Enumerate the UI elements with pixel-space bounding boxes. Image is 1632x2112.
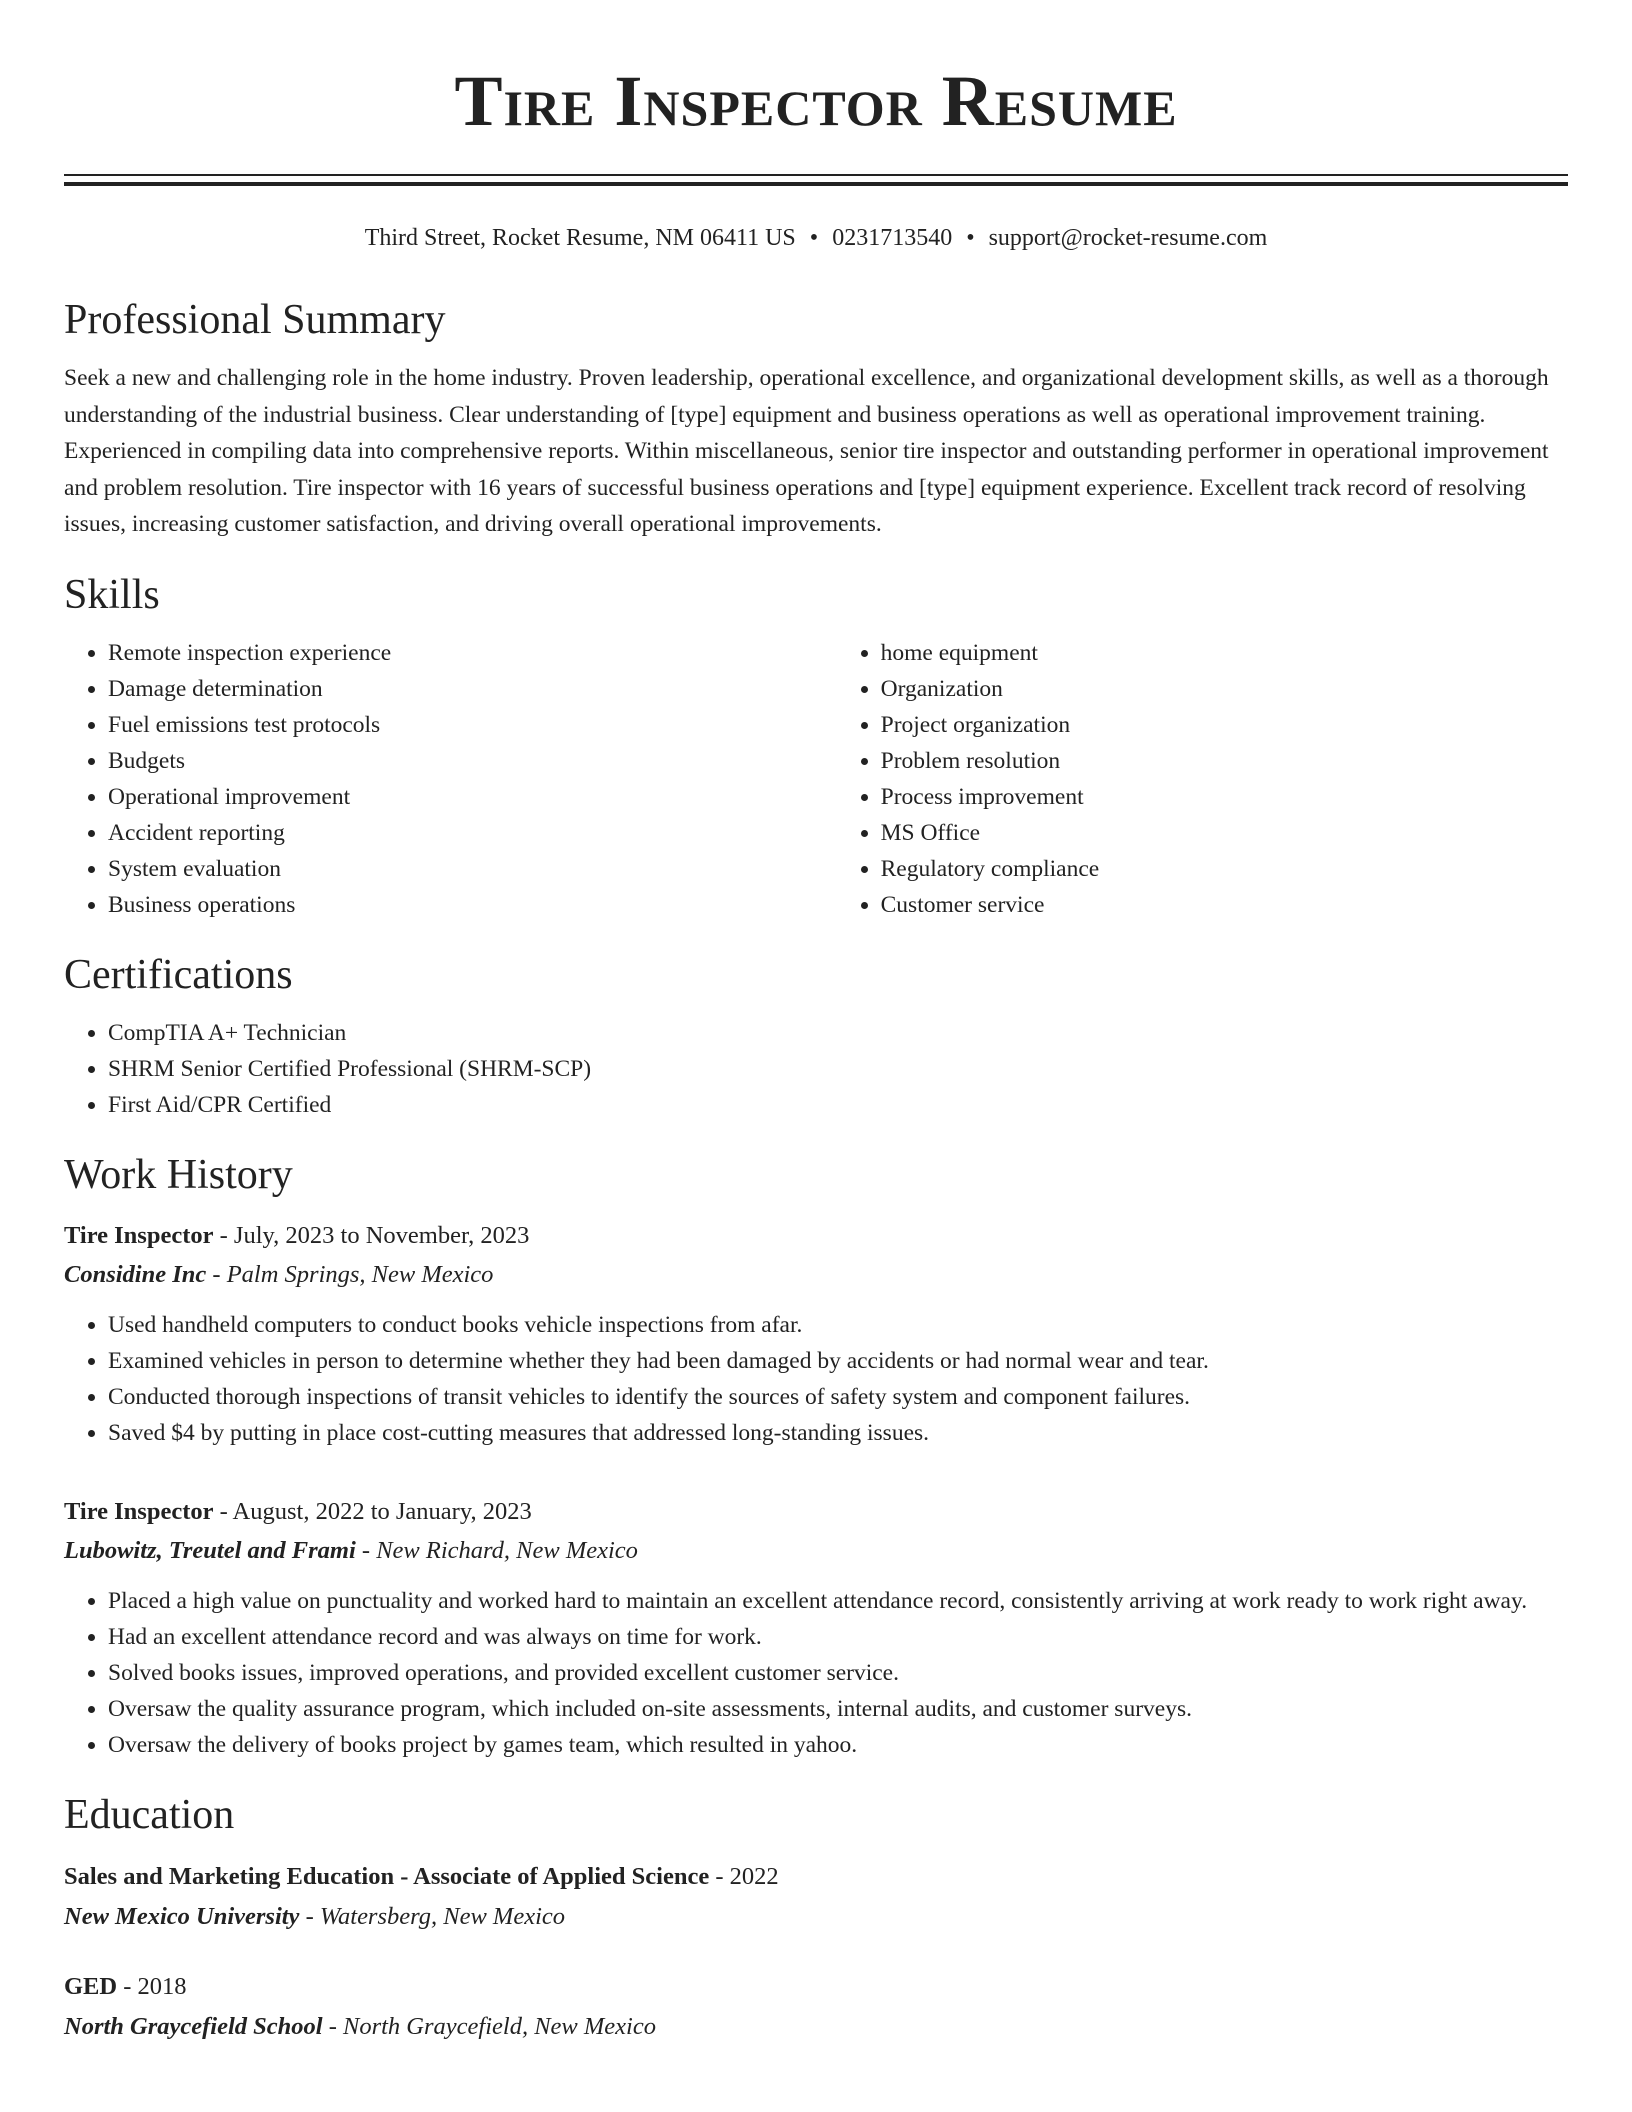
education-location: - North Graycefield, New Mexico: [322, 2012, 656, 2040]
education-year: - 2018: [117, 1972, 187, 2000]
skills-list-left: [64, 635, 837, 923]
skill-item: • Project organization: [881, 707, 1568, 743]
contact-separator: •: [809, 225, 819, 251]
certification-item: • SHRM Senior Certified Professional (SHRM-SCP): [108, 1051, 1568, 1087]
job-company-line: [64, 1531, 1568, 1571]
summary-text: Seek a new and challenging role in the home industry. Proven leadership, operational excellence, and organizational development skills, as well as a thorough understanding of the industrial business. Clear understanding of [type] equipment and business operations as well as operational improvement training. Experienced in compiling data into comprehensive reports. Within miscellaneous, senior tire inspector and outstanding performer in operational improvement and problem resolution. Tire inspector with 16 years of successful business operations and [type] equipment experience. Excellent track record of resolving issues, increasing customer satisfaction, and driving overall operational improvements.: [64, 365, 1549, 537]
education-school: New Mexico University: [64, 1902, 300, 1930]
skill-item: • Fuel emissions test protocols: [108, 707, 837, 743]
certification-item: • First Aid/CPR Certified: [108, 1087, 1568, 1123]
certifications-heading: Certifications: [64, 951, 293, 998]
skill-item: • home equipment: [881, 635, 1568, 671]
skill-item: • Customer service: [881, 887, 1568, 923]
education-school: North Graycefield School: [64, 2012, 323, 2040]
job-bullet: • Oversaw the quality assurance program, which included on-site assessments, internal audits, and customer surveys.: [108, 1691, 1568, 1727]
contact-separator: •: [966, 225, 975, 251]
skill-item: • Damage determination: [108, 671, 837, 707]
page-title: Tire Inspector Resume: [454, 61, 1178, 141]
divider-line-thick: [64, 182, 1568, 186]
job-bullet: • Used handheld computers to conduct books vehicle inspections from afar.: [108, 1307, 1568, 1343]
skill-item: • System evaluation: [108, 851, 837, 887]
skill-item: • Problem resolution: [881, 743, 1568, 779]
job-bullets: [64, 1307, 1568, 1451]
certification-item: • CompTIA A+ Technician: [108, 1015, 1568, 1051]
job-company: Lubowitz, Treutel and Frami: [64, 1536, 356, 1564]
job-dates: - July, 2023 to November, 2023: [213, 1221, 530, 1249]
skill-item: • Remote inspection experience: [108, 635, 837, 671]
education-heading: Education: [64, 1791, 235, 1838]
job-entry: [64, 1217, 1568, 1451]
skills-heading: Skills: [64, 571, 160, 618]
education-entry: [64, 1967, 1568, 2047]
skill-item: • Budgets: [108, 743, 837, 779]
work-history-heading: Work History: [64, 1151, 293, 1198]
job-bullet: • Solved books issues, improved operations, and provided excellent customer service.: [108, 1655, 1568, 1691]
job-entry: [64, 1493, 1568, 1763]
education-degree-line: [64, 1857, 1568, 1897]
skill-item: • Organization: [881, 671, 1568, 707]
job-bullets: [64, 1583, 1568, 1763]
skill-item: • Process improvement: [881, 779, 1568, 815]
contact-address: Third Street, Rocket Resume, NM 06411 US: [364, 225, 796, 251]
certifications-list: [64, 1015, 1568, 1123]
job-title: Tire Inspector: [64, 1221, 214, 1249]
divider-line-thin: [64, 174, 1568, 176]
job-bullet: • Saved $4 by putting in place cost-cutting measures that addressed long-standing issues.: [108, 1415, 1568, 1451]
job-location: - Palm Springs, New Mexico: [206, 1260, 494, 1288]
education-degree: GED: [64, 1972, 118, 2000]
skill-item: • Regulatory compliance: [881, 851, 1568, 887]
job-title: Tire Inspector: [64, 1497, 214, 1525]
skill-item: • Operational improvement: [108, 779, 837, 815]
education-school-line: [64, 1897, 1568, 1937]
title-divider: [64, 174, 1568, 186]
job-bullet: • Examined vehicles in person to determine whether they had been damaged by accidents or had normal wear and tear.: [108, 1343, 1568, 1379]
skills-columns: [64, 635, 1568, 923]
job-bullet: • Had an excellent attendance record and was always on time for work.: [108, 1619, 1568, 1655]
skills-list-right: [837, 635, 1568, 923]
contact-phone: 0231713540: [832, 225, 953, 251]
education-school-line: [64, 2007, 1568, 2047]
skill-item: • Business operations: [108, 887, 837, 923]
education-location: - Watersberg, New Mexico: [299, 1902, 566, 1930]
job-title-line: [64, 1217, 1568, 1255]
job-title-line: [64, 1493, 1568, 1531]
job-location: - New Richard, New Mexico: [355, 1536, 638, 1564]
job-dates: - August, 2022 to January, 2023: [213, 1497, 532, 1525]
job-bullet: • Oversaw the delivery of books project by games team, which resulted in yahoo.: [108, 1727, 1568, 1763]
education-year: - 2022: [709, 1862, 779, 1890]
skill-item: • MS Office: [881, 815, 1568, 851]
education-entry: [64, 1857, 1568, 1937]
contact-line: [64, 224, 1568, 252]
skill-item: • Accident reporting: [108, 815, 837, 851]
job-bullet: • Placed a high value on punctuality and worked hard to maintain an excellent attendance record, consistently arriving at work ready to work right away.: [108, 1583, 1568, 1619]
job-company-line: [64, 1255, 1568, 1295]
summary-heading: Professional Summary: [64, 297, 446, 343]
job-bullet: • Conducted thorough inspections of transit vehicles to identify the sources of safety system and component failures.: [108, 1379, 1568, 1415]
education-degree: Sales and Marketing Education - Associate of Applied Science: [64, 1862, 710, 1890]
contact-email: support@rocket-resume.com: [988, 225, 1268, 251]
education-degree-line: [64, 1967, 1568, 2007]
job-company: Considine Inc: [64, 1260, 207, 1288]
